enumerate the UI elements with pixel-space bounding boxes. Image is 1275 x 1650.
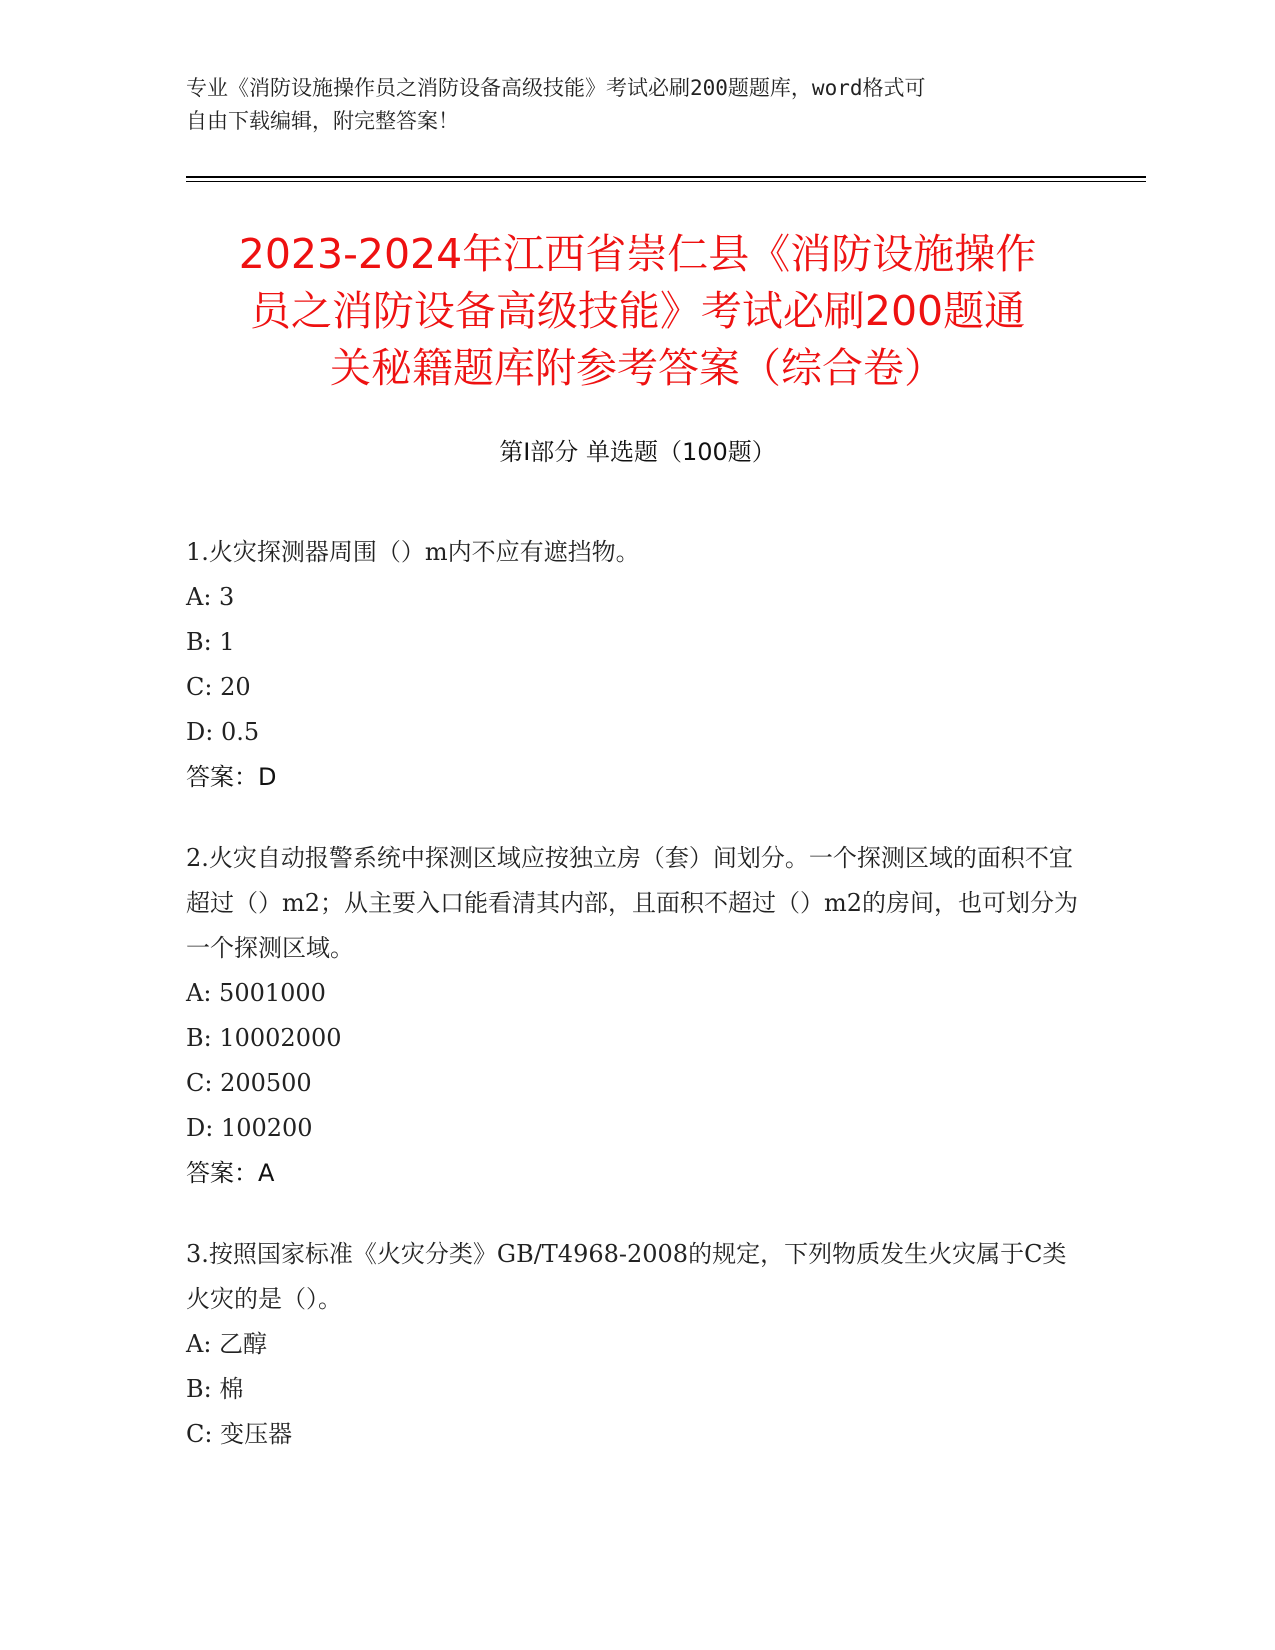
title-line: 员之消防设备高级技能》考试必刷200题通 <box>249 287 1026 335</box>
question-text: 1.火灾探测器周围（）m内不应有遮挡物。 <box>186 538 640 566</box>
answer: 答案：A <box>186 1159 275 1187</box>
answer: 答案：D <box>186 763 277 791</box>
title-line: 关秘籍题库附参考答案（综合卷） <box>330 344 945 392</box>
header-note <box>186 72 1066 138</box>
option-c: C: 变压器 <box>186 1420 293 1448</box>
option-b: B: 1 <box>186 628 235 656</box>
title-line: 2023-2024年江西省崇仁县《消防设施操作 <box>238 230 1037 278</box>
option-c: C: 20 <box>186 673 251 701</box>
header-divider-thin <box>186 181 1146 182</box>
option-c: C: 200500 <box>186 1069 312 1097</box>
option-a: A: 5001000 <box>186 979 326 1007</box>
option-b: B: 10002000 <box>186 1024 342 1052</box>
header-divider <box>186 176 1146 178</box>
option-d: D: 100200 <box>186 1114 313 1142</box>
option-b: B: 棉 <box>186 1375 244 1403</box>
option-a: A: 3 <box>186 583 235 611</box>
document-title <box>150 226 1125 397</box>
header-note-line: 专业《消防设施操作员之消防设备高级技能》考试必刷200题题库，word格式可 <box>186 76 926 100</box>
question-1 <box>186 530 1086 800</box>
question-3 <box>186 1232 1086 1457</box>
section-heading: 第Ⅰ部分 单选题（100题） <box>499 438 776 466</box>
question-text: 3.按照国家标准《火灾分类》GB/T4968-2008的规定，下列物质发生火灾属于C类火灾的是（）。 <box>186 1240 1067 1313</box>
question-2 <box>186 836 1086 1196</box>
option-d: D: 0.5 <box>186 718 260 746</box>
header-note-line: 自由下载编辑，附完整答案！ <box>186 109 459 133</box>
question-list <box>186 530 1086 1493</box>
option-a: A: 乙醇 <box>186 1330 268 1358</box>
question-text: 2.火灾自动报警系统中探测区域应按独立房（套）间划分。一个探测区域的面积不宜超过（）m2；从主要入口能看清其内部，且面积不超过（）m2的房间，也可划分为一个探测区域。 <box>186 844 1079 962</box>
